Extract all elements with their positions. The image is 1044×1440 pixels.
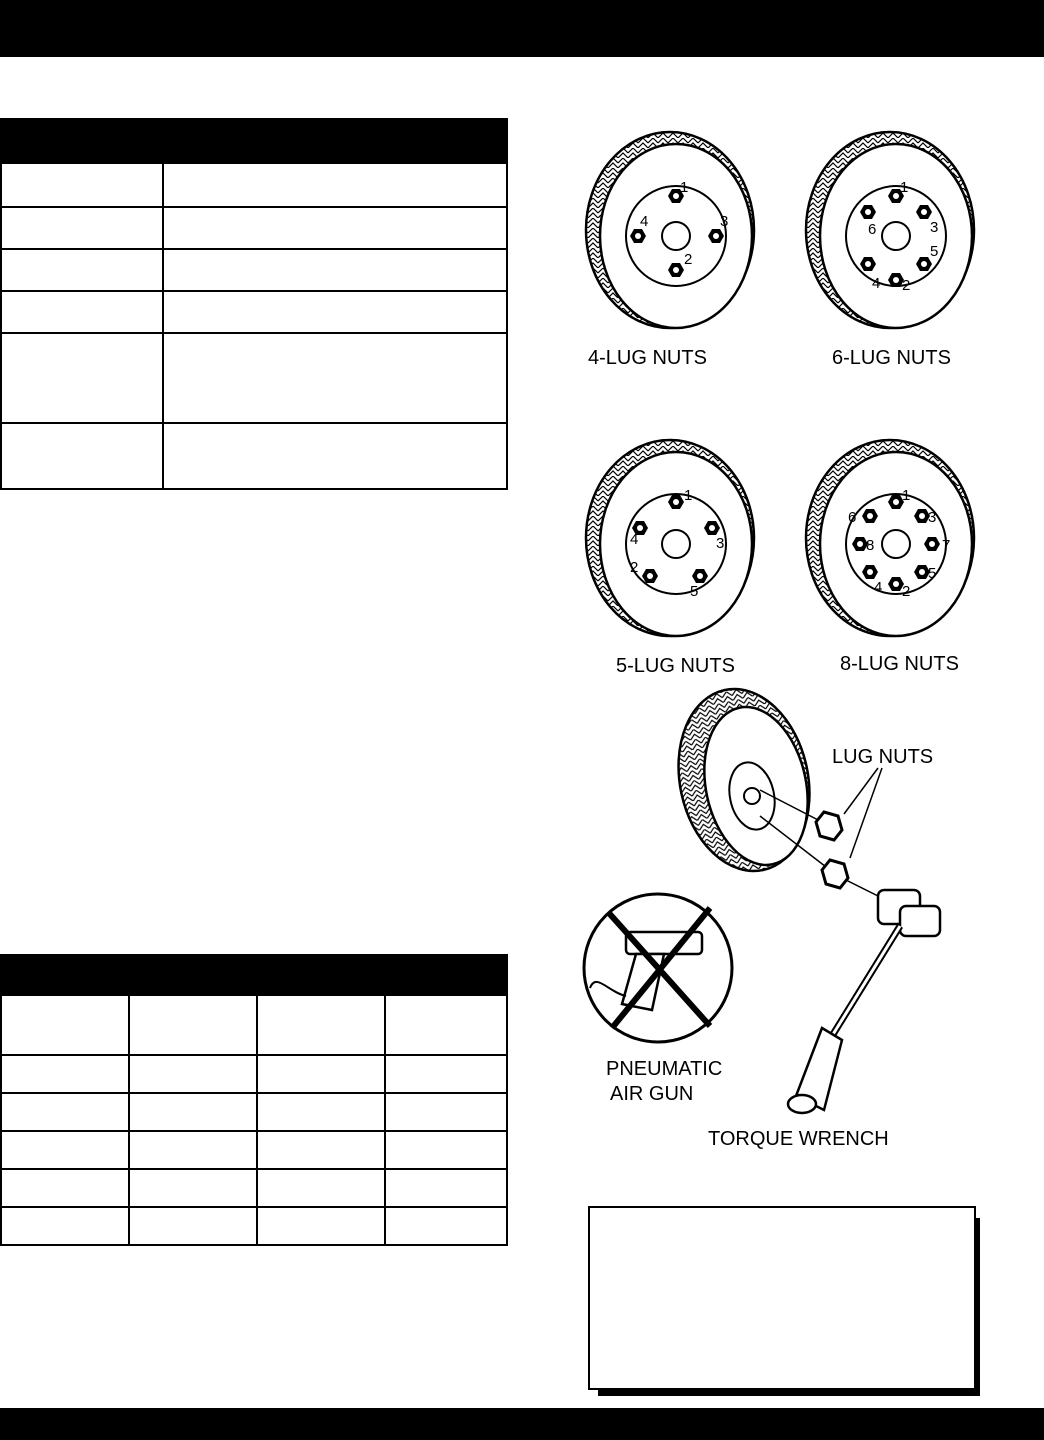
nut-label: 6 bbox=[848, 509, 857, 526]
nut-label: 3 bbox=[928, 509, 937, 526]
torque-wrench-callout: TORQUE WRENCH bbox=[708, 1128, 889, 1150]
table-row bbox=[1, 1093, 507, 1131]
caption-5-lug: 5-LUG NUTS bbox=[616, 655, 735, 677]
lug-nut-upper bbox=[816, 812, 842, 840]
table-header-row bbox=[1, 955, 507, 995]
lug-nut-diagram bbox=[560, 100, 1030, 1180]
nut-label: 2 bbox=[630, 559, 639, 576]
nut-label: 4 bbox=[874, 579, 883, 596]
nut-label: 5 bbox=[928, 565, 937, 582]
lug-nuts-callout: LUG NUTS bbox=[832, 746, 934, 768]
nut-label: 2 bbox=[902, 583, 911, 600]
wheel-4-lug bbox=[586, 132, 754, 328]
table-row bbox=[1, 207, 507, 249]
nut-label: 3 bbox=[720, 213, 729, 230]
wheel-6-lug bbox=[806, 132, 974, 328]
nut-label: 1 bbox=[680, 179, 689, 196]
torque-table bbox=[0, 954, 508, 1246]
table-row bbox=[1, 423, 507, 489]
table-row bbox=[1, 1207, 507, 1245]
nut-label: 1 bbox=[902, 487, 911, 504]
table-header-row bbox=[1, 119, 507, 163]
nut-label: 4 bbox=[640, 213, 649, 230]
note-box bbox=[588, 1206, 976, 1390]
nut-label: 1 bbox=[684, 487, 693, 504]
footer-bar bbox=[0, 1408, 1044, 1440]
caption-8-lug: 8-LUG NUTS bbox=[840, 653, 959, 675]
nut-label: 2 bbox=[684, 251, 693, 268]
table-row bbox=[1, 333, 507, 423]
table-row bbox=[1, 163, 507, 207]
nut-label: 6 bbox=[868, 221, 877, 238]
nut-label: 4 bbox=[872, 275, 881, 292]
table-row bbox=[1, 1131, 507, 1169]
header-bar bbox=[0, 0, 1044, 57]
pneumatic-label-line2: AIR GUN bbox=[610, 1083, 694, 1105]
wheel-assembly-illustration bbox=[584, 677, 940, 1150]
caption-4-lug: 4-LUG NUTS bbox=[588, 347, 707, 369]
nut-label: 3 bbox=[930, 219, 939, 236]
pneumatic-label-line1: PNEUMATIC bbox=[606, 1058, 723, 1080]
pneumatic-air-gun-prohibited bbox=[584, 894, 732, 1042]
table-row bbox=[1, 1169, 507, 1207]
spec-table bbox=[0, 118, 508, 490]
wheel-8-lug bbox=[806, 440, 974, 636]
table-row bbox=[1, 1055, 507, 1093]
nut-label: 5 bbox=[690, 583, 699, 600]
nut-label: 1 bbox=[900, 179, 909, 196]
lug-nut-lower bbox=[822, 860, 848, 888]
torque-wrench bbox=[788, 890, 940, 1113]
nut-label: 5 bbox=[930, 243, 939, 260]
table-row bbox=[1, 249, 507, 291]
wheel-5-lug bbox=[586, 440, 754, 636]
nut-label: 8 bbox=[866, 537, 875, 554]
caption-6-lug: 6-LUG NUTS bbox=[832, 347, 951, 369]
nut-label: 2 bbox=[902, 277, 911, 294]
nut-label: 7 bbox=[942, 537, 951, 554]
table-row bbox=[1, 291, 507, 333]
table-column-header-row bbox=[1, 995, 507, 1055]
nut-label: 3 bbox=[716, 535, 725, 552]
nut-label: 4 bbox=[630, 531, 639, 548]
